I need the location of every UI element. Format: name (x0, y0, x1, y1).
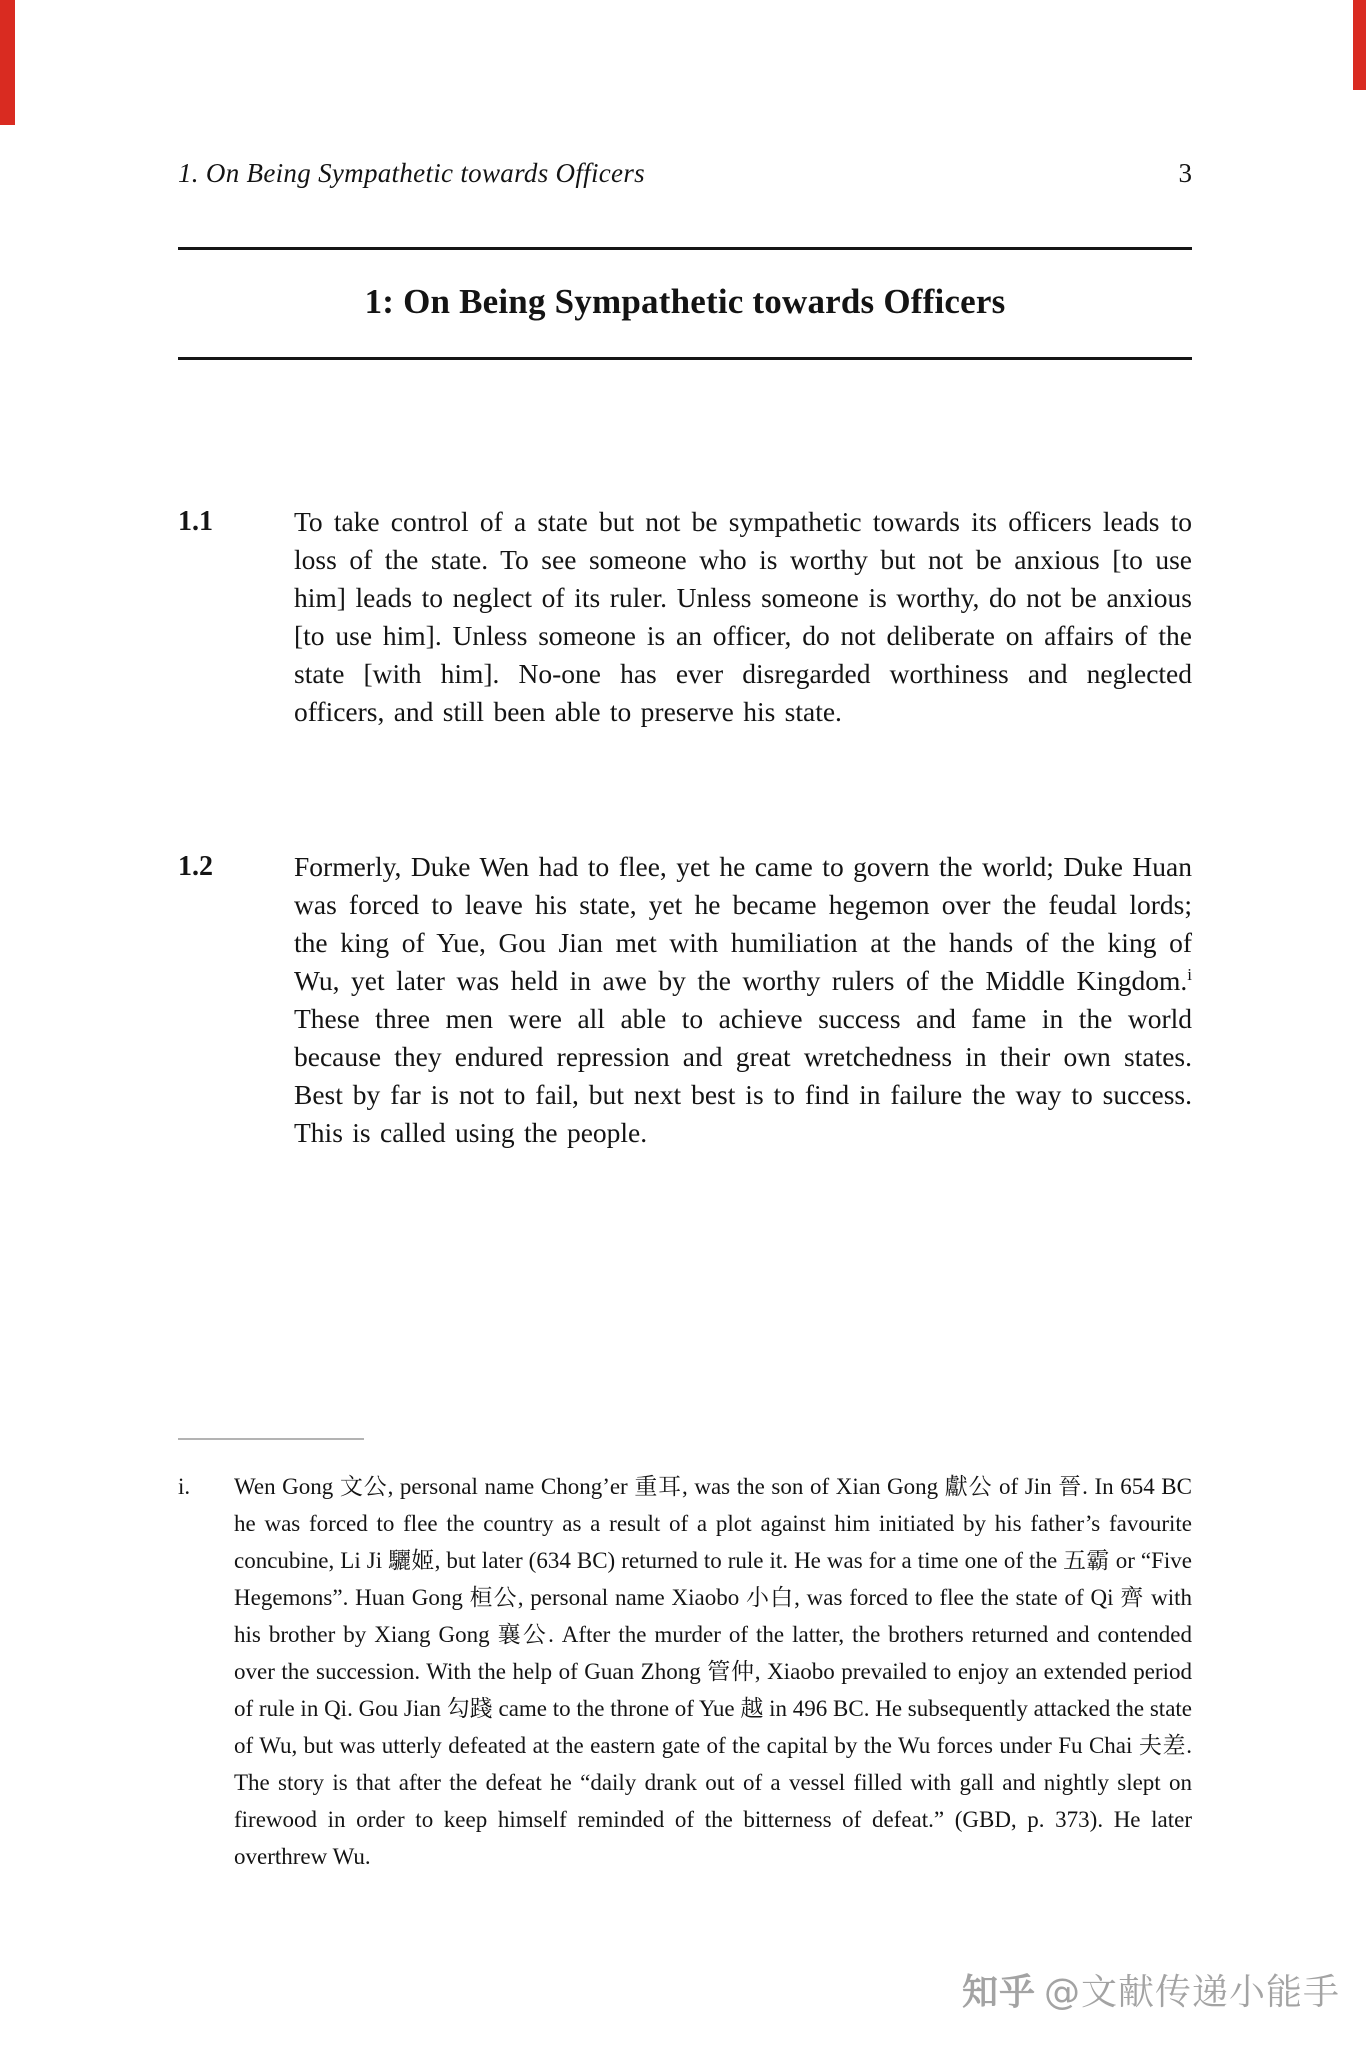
title-rule-top (178, 247, 1192, 250)
running-header (178, 158, 1192, 189)
footnote-i-text: Wen Gong 文公, personal name Chong’er 重耳, was the son of Xian Gong 獻公 of Jin 晉. In 654 BC he was forced to flee the country as a result of a plot against him initiated by his father’s favourite concubine, Li Ji 驪姬, but later (634 BC) returned to rule it. He was for a time one of the 五霸 or “Five Hegemons”. Huan Gong 桓公, personal name Xiaobo 小白, was forced to flee the state of Qi 齊 with his brother by Xiang Gong 襄公. After the murder of the latter, the brothers returned and contended over the succession. With the help of Guan Zhong 管仲, Xiaobo prevailed to enjoy an extended period of rule in Qi. Gou Jian 勾踐 came to the throne of Yue 越 in 496 BC. He subsequently attacked the state of Wu, but was utterly defeated at the eastern gate of the capital by the Wu forces under Fu Chai 夫差. The story is that after the defeat he “daily drank out of a vessel filled with gall and nightly slept on firewood in order to keep himself reminded of the bitterness of defeat.” (GBD, p. 373). He later overthrew Wu. (234, 1474, 1192, 1869)
section-1-2-text (294, 848, 1192, 1152)
footnote-separator (178, 1438, 364, 1440)
footnote-reference-i: i (1187, 964, 1192, 984)
running-header-title: 1. On Being Sympathetic towards Officers (178, 158, 645, 188)
watermark-brand: 知乎 (961, 1972, 1036, 2013)
watermark-handle: @文献传递小能手 (1043, 1972, 1340, 2013)
footnote-i (178, 1468, 1192, 1875)
section-1-1 (178, 503, 1192, 731)
watermark (962, 1964, 1340, 2015)
page-number: 3 (1178, 158, 1192, 188)
section-1-2-text-after-note: These three men were all able to achieve success and fame in the world because they endured repression and great wretchedness in their own states. Best by far is not to fail, but next best is to find in failure the way to success. This is called using the people. (294, 1003, 1192, 1148)
chapter-title: 1: On Being Sympathetic towards Officers (364, 282, 1006, 321)
section-1-1-number: 1.1 (178, 506, 213, 537)
scan-artifact-red-right (1353, 0, 1366, 90)
section-1-1-text: To take control of a state but not be sympathetic towards its officers leads to loss of the state. To see someone who is worthy but not be anxious [to use him] leads to neglect of its ruler. Unless someone is worthy, do not be anxious [to use him]. Unless someone is an officer, do not deliberate on affairs of the state [with him]. No-one has ever disregarded worthiness and neglected officers, and still been able to preserve his state. (294, 506, 1192, 727)
section-1-2-number: 1.2 (178, 851, 213, 882)
scan-artifact-red-left (0, 0, 15, 125)
title-rule-bottom (178, 357, 1192, 360)
footnote-i-label: i. (178, 1474, 191, 1499)
section-1-2-text-before-note: Formerly, Duke Wen had to flee, yet he came to govern the world; Duke Huan was forced to leave his state, yet he became hegemon over the feudal lords; the king of Yue, Gou Jian met with humiliation at the hands of the king of Wu, yet later was held in awe by the worthy rulers of the Middle Kingdom. (294, 851, 1192, 996)
section-1-2 (178, 848, 1192, 1152)
